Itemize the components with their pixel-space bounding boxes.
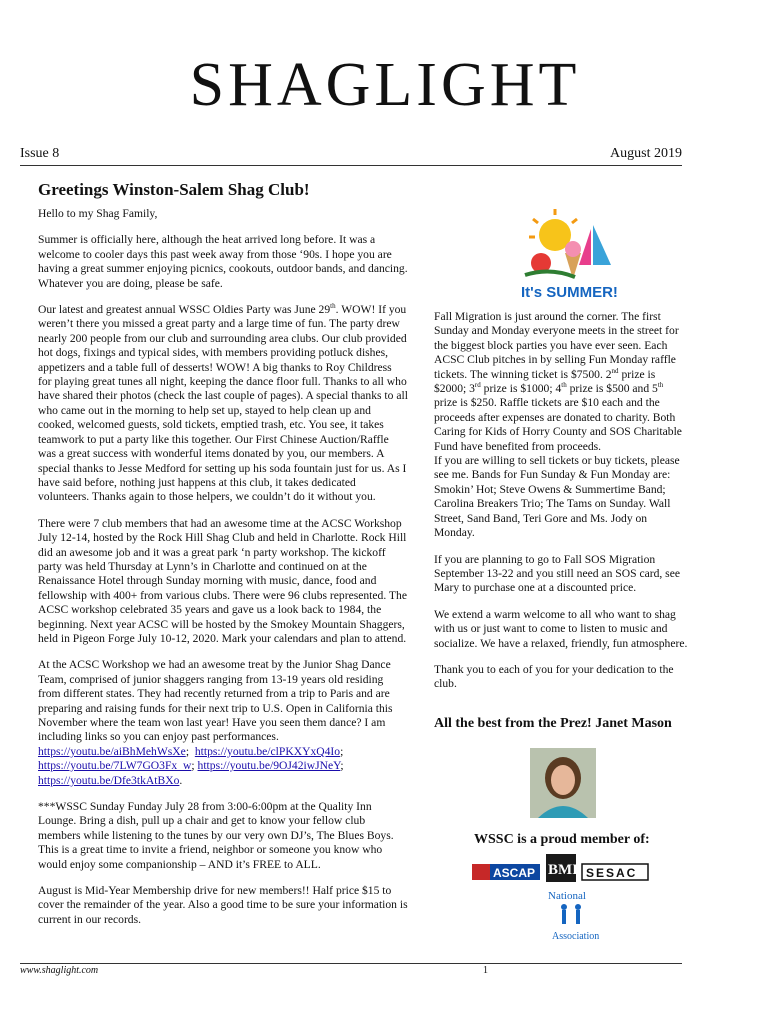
greeting-heading: Greetings Winston-Salem Shag Club! [38, 180, 310, 199]
right-column [434, 310, 689, 704]
membership-drive-paragraph: August is Mid-Year Membership drive for new members!! Half price $15 to cover the remainder of the year. Also a good time to be sure your information is current in our records. [38, 884, 408, 926]
dancers-icon [561, 904, 581, 924]
masthead-title: SHAGLIGHT [189, 51, 581, 119]
national-association-logo [538, 885, 608, 945]
svg-text:SESAC: SESAC [586, 866, 638, 880]
acsc-workshop-paragraph: There were 7 club members that had an awesome time at the ACSC Workshop July 12-14, hosted by the Rock Hill Shag Club and held in Charlotte. Rock Hill did an awesome job and it was a great park ‘n party workshop. The kickoff party was held Thursday at Lynn’s in Charlotte and continued on at the Renaissance Hotel through Sunday morning with music, dance, food and fellowship with 400+ from various clubs. There were 96 clubs represented. The ACSC workshop celebrated 35 years and gave us a look back to 1984, the beginning. Next year ACSC will be hosted by the Smokey Mountain Shaggers, held in Pigeon Forge July 10-12, 2020. Mark your calendars and plan to attend. [38, 516, 407, 645]
video-link-3[interactable]: https://youtu.be/7LW7GO3Fx_w [38, 759, 192, 773]
video-link-1[interactable]: https://youtu.be/aiBhMehWsXe [38, 744, 186, 758]
page-number: 1 [483, 965, 488, 976]
issue-date: August 2019 [610, 146, 682, 161]
issue-row [20, 146, 682, 162]
fall-migration-paragraph: Fall Migration is just around the corner. The first Sunday and Monday everyone meets in the street for the biggest block parties you have ever seen. Each ACSC Club pitches in by selling Fun Monday raffle tickets. The winning ticket is $7500. 2nd prize is $2000; 3rd prize is $1000; 4th prize is $500 and 5th prize is $250. Raffle tickets are $10 each and the proceeds after expenses are donated to charity. Both Caring for Kids of Horry County and SOS Charitable Fund have benefited from proceeds. [434, 310, 682, 453]
summer-clipart [515, 205, 625, 305]
svg-text:It's SUMMER!: It's SUMMER! [521, 284, 618, 301]
footer-divider [20, 963, 682, 964]
sos-migration-paragraph: If you are planning to go to Fall SOS Migration September 13-22 and you still need an SOS card, see Mary to purchase one at a discounted price. [434, 552, 680, 595]
thank-you-paragraph: Thank you to each of you for your dedication to the club. [434, 662, 674, 691]
bmi-logo [546, 854, 578, 882]
svg-text:Association: Association [552, 931, 600, 942]
svg-text:ASCAP: ASCAP [493, 866, 536, 880]
prez-signoff: All the best from the Prez! Janet Mason [434, 716, 672, 731]
hello-line: Hello to my Shag Family, [38, 207, 158, 220]
sailboat-icon [593, 225, 611, 265]
issue-number: Issue 8 [20, 146, 60, 161]
svg-text:National: National [548, 890, 586, 902]
music-licensing-logos [472, 852, 692, 888]
oldies-party-paragraph: Our latest and greatest annual WSSC Oldies Party was June 29th. WOW! If you weren’t there you missed a great party and a large time of fun. The party drew nearly 200 people from our club and surrounding area clubs. Our club provided hot dogs, fixings and typical sides, with members providing potluck dishes, appetizers and a table full of desserts! WOW! A big thanks to Roy Childress for playing great tunes all night, keeping the dance floor full. Thanks to all who have shared their photos (check the last couple of pages). A special thanks to all who came out in the morning to help set up, stayed to help clean up and cooked, welcomed guests, sold tickets, emptied trash, etc. You see, it takes teamwork to put a party like this together. Our First Chinese Auction/Raffle was a great success with wonderful items donated by you, our members. A special thanks to Jesse Medford for setting up his soda fountain just for us. As I have said before, nothing just happens at this club, it takes dedicated volunteers. Thanks again to those helpers, we couldn’t do it without you. [38, 302, 408, 504]
video-link-2[interactable]: https://youtu.be/clPKXYxQ4Io [194, 744, 341, 758]
membership-heading: WSSC is a proud member of: [474, 832, 650, 847]
footer-website: www.shaglight.com [20, 965, 99, 976]
header-divider [20, 165, 682, 166]
video-link-4[interactable]: https://youtu.be/9OJ42iwJNeY [197, 759, 341, 773]
raffle-bands-paragraph: If you are willing to sell tickets or buy tickets, please see me. Bands for Fun Sunday & Fun Monday are: Smokin’ Hot; Steve Owens & Summertime Band; Carolina Breakers Trio; The Tams on Sunday. Wall Street, Sand Band, Teri Gore and Ms. Jody on Monday. [434, 454, 680, 540]
welcome-paragraph: We extend a warm welcome to all who want to shag with us or just want to come to listen to music and socialize. We have a relaxed, friendly, fun atmosphere. [434, 607, 688, 650]
junior-team-paragraph: At the ACSC Workshop we had an awesome treat by the Junior Shag Dance Team, comprised of junior shaggers ranging from 13-19 years old residing from different states. They had recently returned from a trip to Paris and are preparing and raising funds for their next trip to U.S. Open in California this November where the team won last year! Have you seen them dance? I am including links so you can enjoy past performances. https://youtu.be/aiBhMehWsXe; https://youtu.be/clPKXYxQ4Io; https://youtu.be/7LW7GO3Fx_w; https://youtu.be/9OJ42iwJNeY; https://youtu.be/Dfe3tkAtBXo. [38, 658, 393, 787]
ascap-logo [472, 864, 540, 880]
svg-text:BMI: BMI [548, 862, 578, 878]
sunday-funday-paragraph: ***WSSC Sunday Funday July 28 from 3:00-6:00pm at the Quality Inn Lounge. Bring a dish, pull up a chair and get to know your fellow club members while listening to the tunes by our very own DJ’s, The Blues Boys. This is a great time to invite a friend, neighbor or someone you know who would enjoy some companionship – AND it’s FREE to ALL. [38, 800, 394, 871]
summer-paragraph: Summer is officially here, although the heat arrived long before. It was a welcome to cooler days this past week away from those ‘90s. I hope you are having a great summer enjoying picnics, cookouts, outdoor bands, and dancing. Whatever you are doing, please be safe. [38, 233, 408, 290]
left-column [38, 207, 408, 939]
sesac-logo [582, 864, 648, 880]
president-photo [530, 748, 596, 818]
video-link-5[interactable]: https://youtu.be/Dfe3tkAtBXo [38, 773, 180, 787]
